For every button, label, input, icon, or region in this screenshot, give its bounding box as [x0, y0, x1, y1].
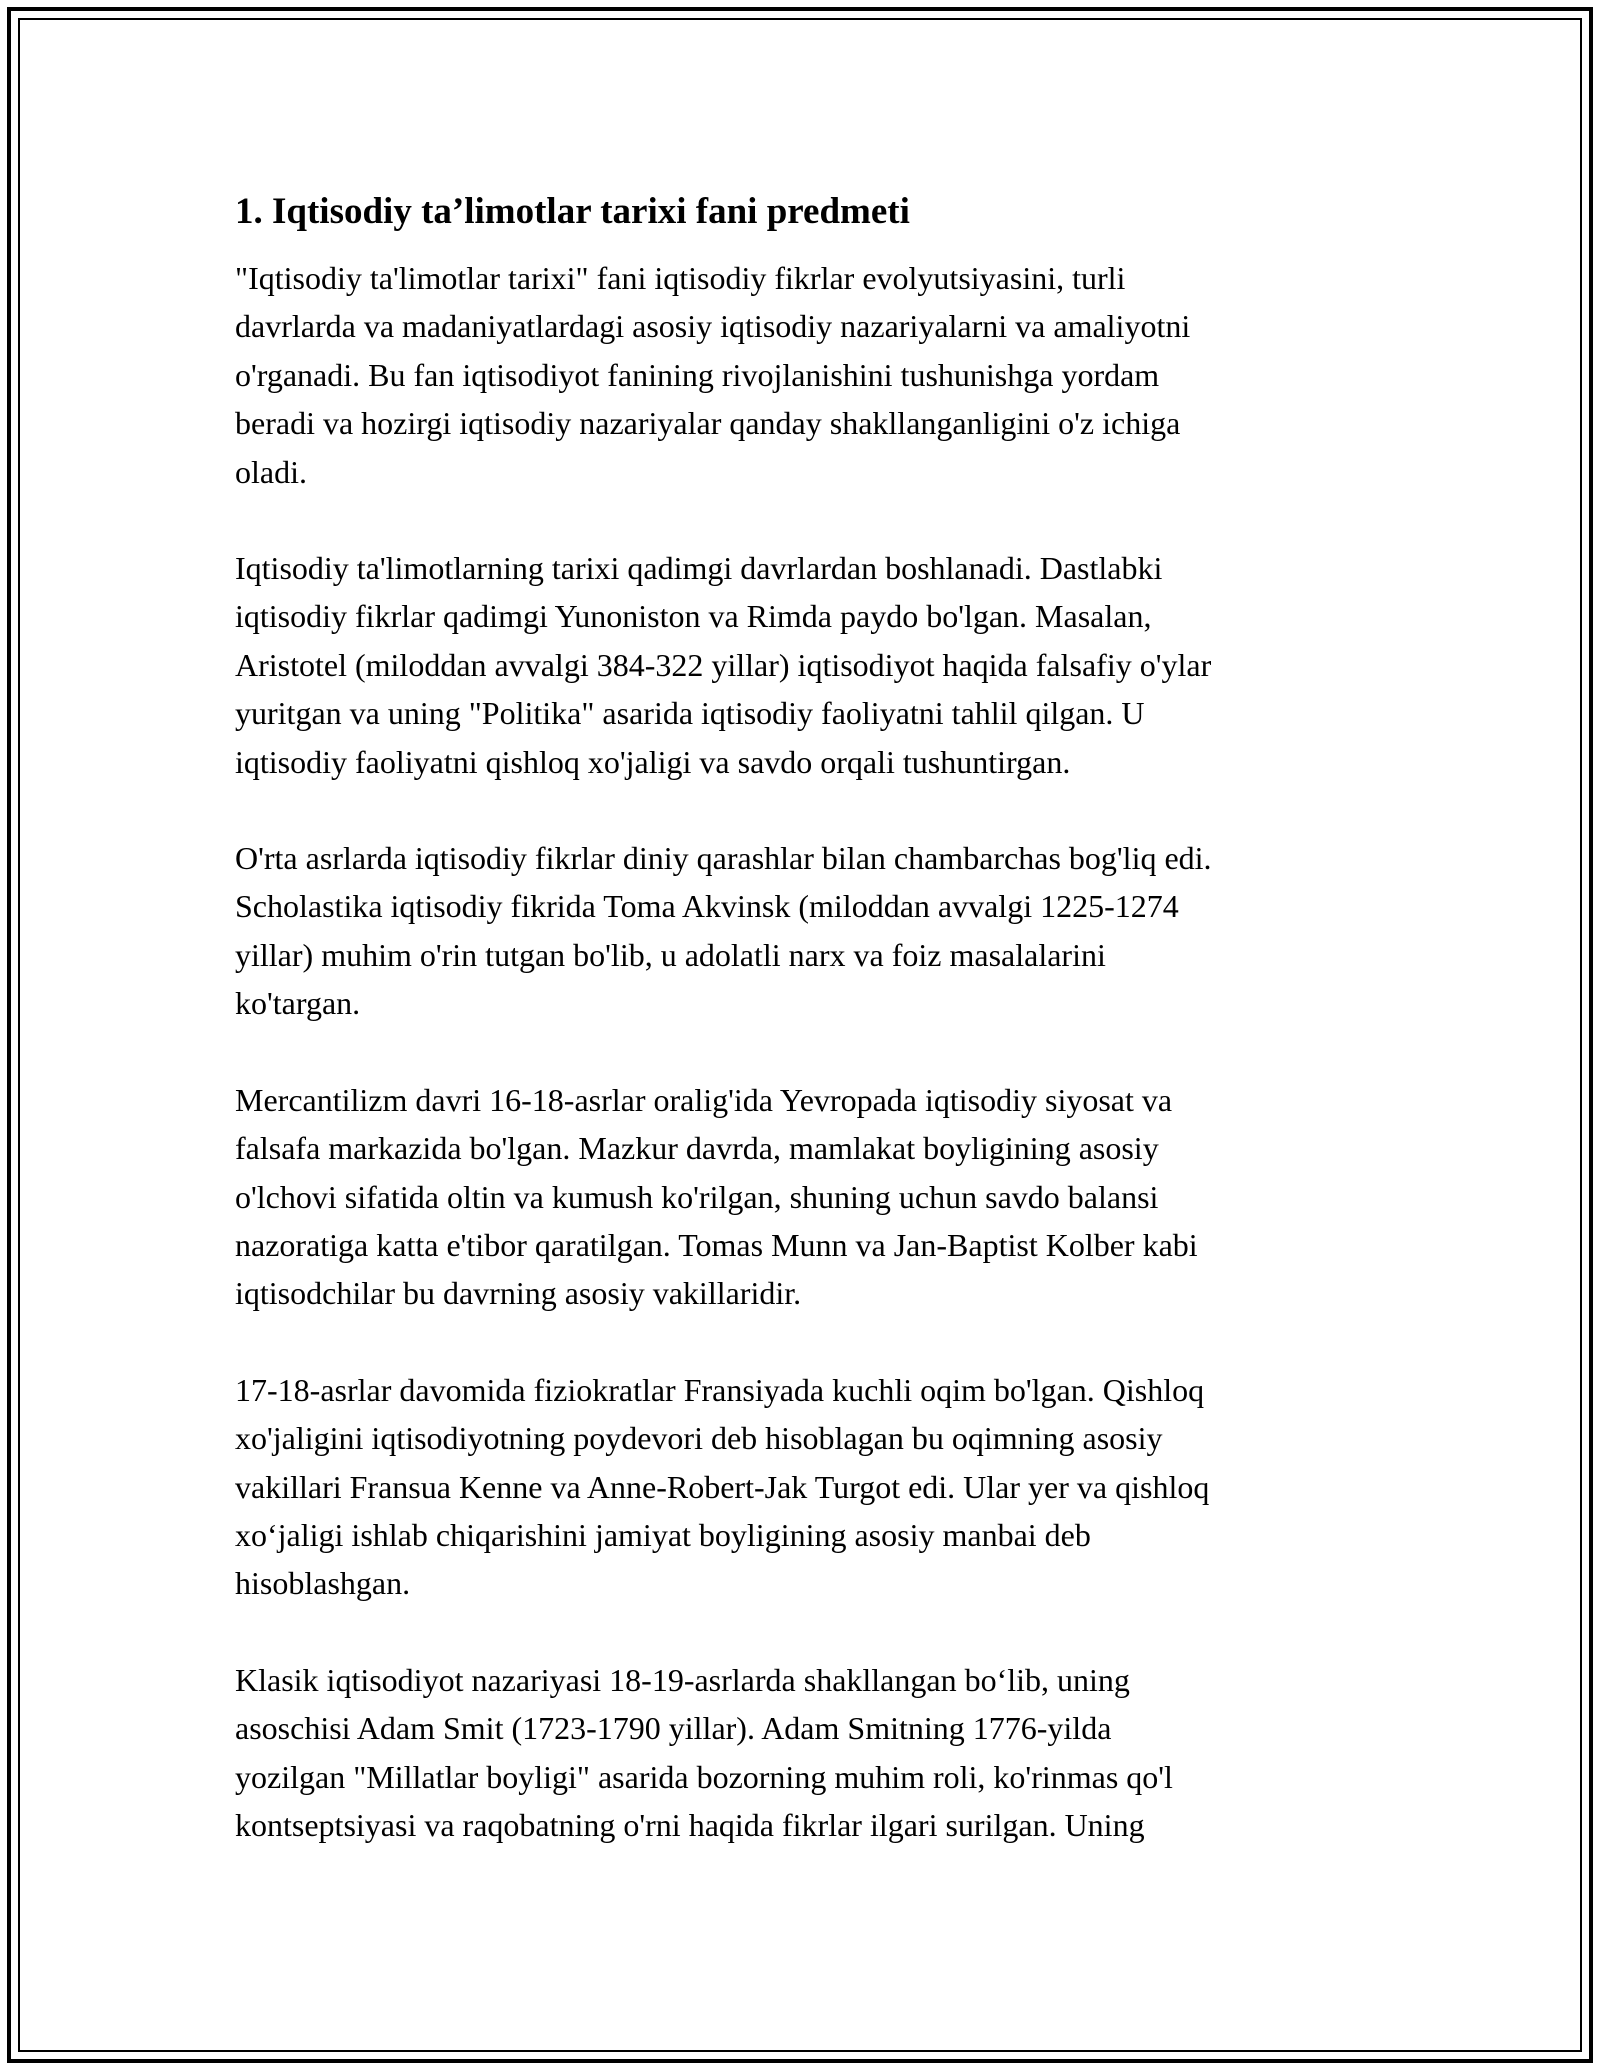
paragraph-mercantilism — [235, 1076, 1375, 1318]
text-line: "Iqtisodiy ta'limotlar tarixi" fani iqtisodiy fikrlar evolyutsiyasini, turli — [235, 260, 1126, 296]
document-body — [235, 186, 1375, 1849]
text-line: yuritgan va uning "Politika" asarida iqtisodiy faoliyatni tahlil qilgan. U — [235, 695, 1145, 732]
paragraph-classical — [235, 1656, 1375, 1850]
text-line: iqtisodiy faoliyatni qishloq xo'jaligi va savdo orqali tushuntirgan. — [235, 743, 1071, 780]
text-line: Scholastika iqtisodiy fikrida Toma Akvinsk (miloddan avvalgi 1225-1274 — [235, 888, 1179, 925]
text-line: 17-18-asrlar davomida fiziokratlar Fransiyada kuchli oqim bo'lgan. Qishloq — [235, 1371, 1205, 1408]
text-line: iqtisodchilar bu davrning asosiy vakillaridir. — [235, 1275, 802, 1312]
text-line: davrlarda va madaniyatlardagi asosiy iqtisodiy nazariyalarni va amaliyotni — [235, 308, 1191, 345]
text-line: hisoblashgan. — [235, 1565, 411, 1602]
paragraph-intro — [235, 254, 1375, 496]
paragraph-physiocrats — [235, 1366, 1375, 1608]
text-line: nazoratiga katta e'tibor qaratilgan. Tomas Munn va Jan-Baptist Kolber kabi — [235, 1226, 1198, 1263]
text-line: xo‘jaligi ishlab chiqarishini jamiyat boyligining asosiy manbai deb — [235, 1516, 1091, 1553]
text-line: falsafa markazida bo'lgan. Mazkur davrda, mamlakat boyligining asosiy — [235, 1130, 1159, 1167]
text-line: yozilgan "Millatlar boyligi" asarida bozorning muhim roli, ko'rinmas qo'l — [235, 1758, 1173, 1795]
text-line: Aristotel (miloddan avvalgi 384-322 yillar) iqtisodiyot haqida falsafiy o'ylar — [235, 646, 1212, 683]
text-line: Mercantilizm davri 16-18-asrlar oralig'ida Yevropada iqtisodiy siyosat va — [235, 1081, 1173, 1118]
paragraph-ancient — [235, 544, 1375, 786]
text-line: beradi va hozirgi iqtisodiy nazariyalar qanday shakllanganligini o'z ichiga — [235, 405, 1181, 442]
text-line: oladi. — [235, 453, 307, 490]
section-heading: 1. Iqtisodiy ta’limotlar tarixi fani predmeti — [235, 191, 910, 232]
text-line: O'rta asrlarda iqtisodiy fikrlar diniy qarashlar bilan chambarchas bog'liq edi. — [235, 840, 1212, 877]
text-line: Klasik iqtisodiyot nazariyasi 18-19-asrlarda shakllangan bo‘lib, uning — [235, 1661, 1130, 1698]
text-line: kontseptsiyasi va raqobatning o'rni haqida fikrlar ilgari surilgan. Uning — [235, 1806, 1145, 1843]
text-line: ko'targan. — [235, 985, 361, 1022]
paragraph-medieval — [235, 834, 1375, 1028]
text-line: Iqtisodiy ta'limotlarning tarixi qadimgi davrlardan boshlanadi. Dastlabki — [235, 550, 1163, 587]
text-line: iqtisodiy fikrlar qadimgi Yunoniston va Rimda paydo bo'lgan. Masalan, — [235, 598, 1152, 635]
text-line: o'rganadi. Bu fan iqtisodiyot fanining rivojlanishini tushunishga yordam — [235, 356, 1160, 393]
text-line: yillar) muhim o'rin tutgan bo'lib, u adolatli narx va foiz masalalarini — [235, 936, 1106, 973]
text-line: o'lchovi sifatida oltin va kumush ko'rilgan, shuning uchun savdo balansi — [235, 1178, 1159, 1215]
text-line: asoschisi Adam Smit (1723-1790 yillar). Adam Smitning 1776-yilda — [235, 1710, 1112, 1747]
text-line: vakillari Fransua Kenne va Anne-Robert-Jak Turgot edi. Ular yer va qishloq — [235, 1468, 1210, 1505]
text-line: xo'jaligini iqtisodiyotning poydevori deb hisoblagan bu oqimning asosiy — [235, 1420, 1163, 1457]
